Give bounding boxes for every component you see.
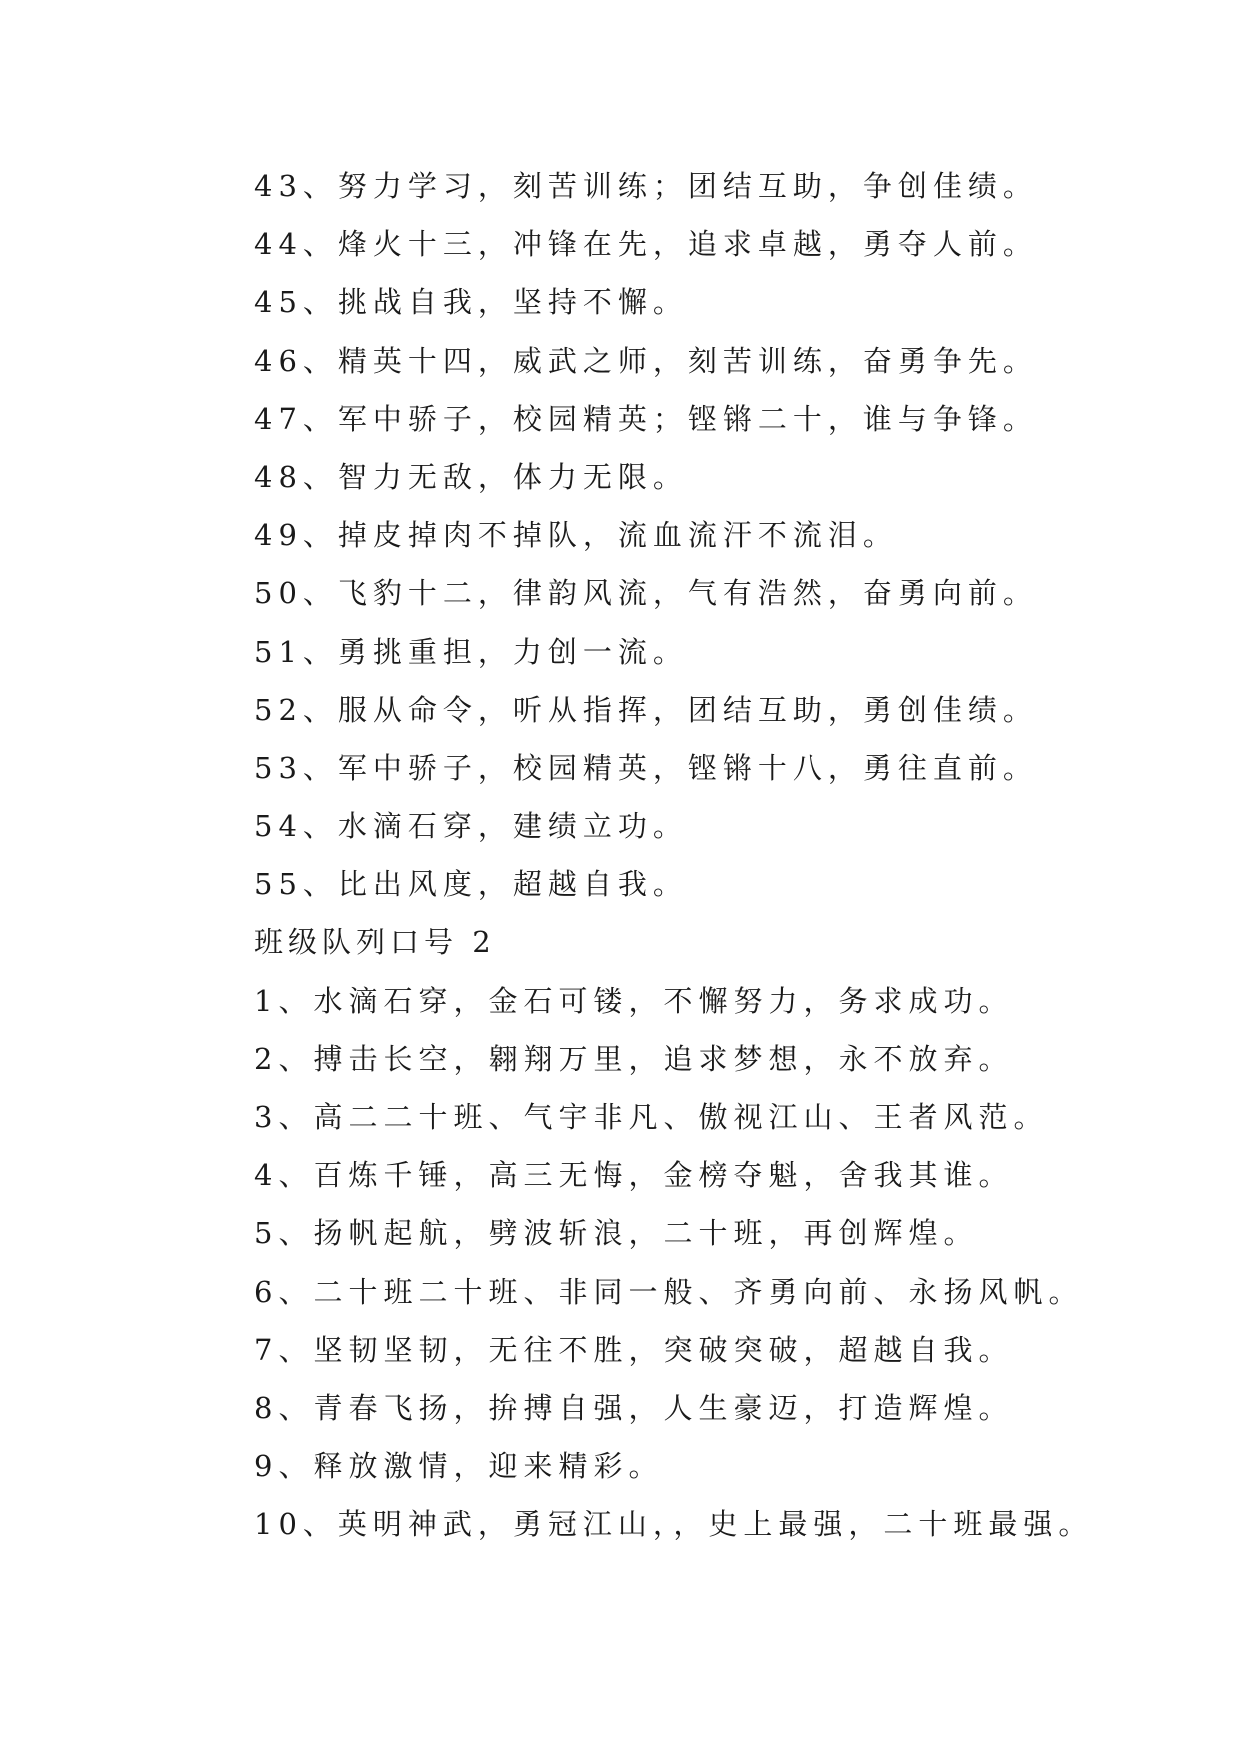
- slogan-line: 2、搏击长空，翱翔万里，追求梦想，永不放弃。: [254, 1041, 1014, 1076]
- slogan-line: 48、智力无敌，体力无限。: [254, 459, 688, 494]
- slogan-line: 5、扬帆起航，劈波斩浪，二十班，再创辉煌。: [254, 1216, 979, 1251]
- slogan-line: 53、军中骄子，校园精英，铿锵十八，勇往直前。: [254, 750, 1038, 785]
- slogan-line: 54、水滴石穿，建绩立功。: [254, 809, 688, 844]
- slogan-line: 6、二十班二十班、非同一般、齐勇向前、永扬风帆。: [254, 1274, 1084, 1309]
- slogan-line: 4、百炼千锤，高三无悔，金榜夺魁，舍我其谁。: [254, 1158, 1014, 1193]
- slogan-line: 49、掉皮掉肉不掉队，流血流汗不流泪。: [254, 518, 898, 553]
- slogan-line: 46、精英十四，威武之师，刻苦训练，奋勇争先。: [254, 343, 1038, 378]
- document-body: [254, 157, 1154, 1554]
- slogan-line: 8、青春飞扬，拚搏自强，人生豪迈，打造辉煌。: [254, 1390, 1014, 1425]
- slogan-line: 45、挑战自我，坚持不懈。: [254, 285, 688, 320]
- slogan-line: 44、烽火十三，冲锋在先，追求卓越，勇夺人前。: [254, 227, 1038, 262]
- slogan-line: 1、水滴石穿，金石可镂，不懈努力，务求成功。: [254, 983, 1014, 1018]
- slogan-line: 7、坚韧坚韧，无往不胜，突破突破，超越自我。: [254, 1332, 1014, 1367]
- slogan-line: 52、服从命令，听从指挥，团结互助，勇创佳绩。: [254, 692, 1038, 727]
- section-heading: 班级队列口号 2: [254, 925, 496, 960]
- slogan-line: 10、英明神武，勇冠江山，，史上最强，二十班最强。: [254, 1507, 1094, 1542]
- slogan-line: 47、军中骄子，校园精英；铿锵二十，谁与争锋。: [254, 401, 1038, 436]
- slogan-line: 9、释放激情，迎来精彩。: [254, 1449, 664, 1484]
- slogan-line: 50、飞豹十二，律韵风流，气有浩然，奋勇向前。: [254, 576, 1038, 611]
- slogan-line: 3、高二二十班、气宇非凡、傲视江山、王者风范。: [254, 1100, 1049, 1134]
- slogan-line: 55、比出风度，超越自我。: [254, 867, 688, 902]
- slogan-line: 43、努力学习，刻苦训练；团结互助，争创佳绩。: [254, 169, 1038, 203]
- slogan-line: 51、勇挑重担，力创一流。: [254, 634, 688, 669]
